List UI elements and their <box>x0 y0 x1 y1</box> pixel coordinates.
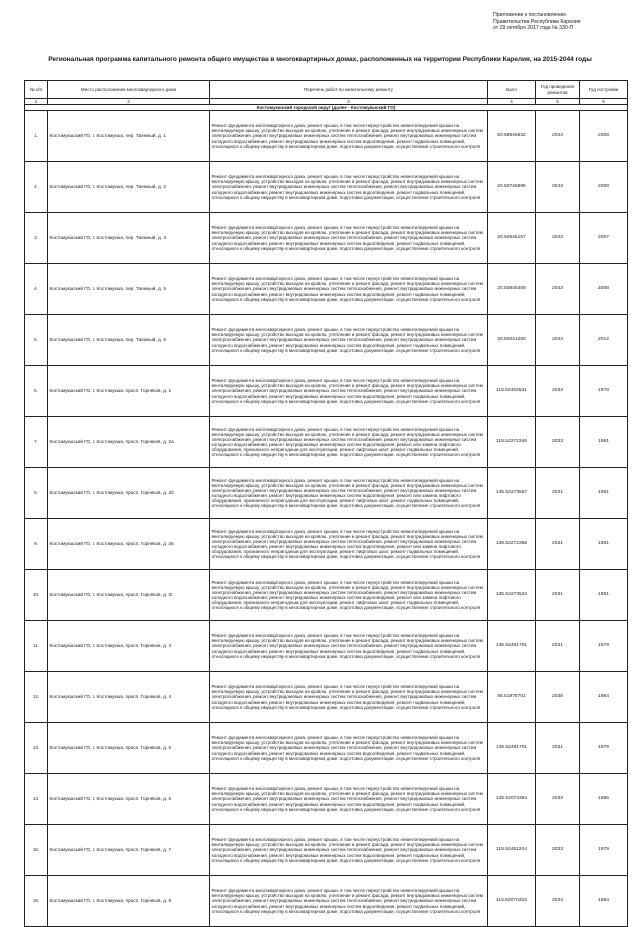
row-built-year: 1981 <box>580 468 628 519</box>
table-row <box>25 111 628 162</box>
table-row <box>25 774 628 825</box>
row-number: 2. <box>25 162 48 213</box>
column-number: 4 <box>488 99 536 105</box>
row-repair-year: 2033 <box>536 825 580 876</box>
row-repair-year: 2038 <box>536 672 580 723</box>
row-built-year: 1986 <box>580 774 628 825</box>
row-built-year: 1984 <box>580 672 628 723</box>
row-score: 115.52481204 <box>488 825 536 876</box>
row-number: 14. <box>25 774 48 825</box>
attachment-line-3: от 29 октября 2017 года № 330-П <box>493 25 574 32</box>
row-number: 16. <box>25 876 48 927</box>
row-score: 20.50546157 <box>488 213 536 264</box>
row-built-year: 2008 <box>580 111 628 162</box>
row-address: Костомукшский ГО, г. Костомукша, просп. Горняков, д. 8 <box>48 876 210 927</box>
row-number: 15. <box>25 825 48 876</box>
row-address: Костомукшский ГО, г. Костомукша, просп. Горняков, д. 3 <box>48 621 210 672</box>
document-title: Региональная программа капитального ремонта общего имущества в многоквартирных домах, расположенных на территории Республики Карелия, на 2015-2044 годы <box>48 56 592 63</box>
row-built-year: 1979 <box>580 723 628 774</box>
row-address: Костомукшский ГО, г. Костомукша, пер. Таежный, д. 3 <box>48 213 210 264</box>
header-score: Балл <box>488 81 536 99</box>
row-built-year: 1979 <box>580 825 628 876</box>
table-row <box>25 570 628 621</box>
row-works: Ремонт фундамента многоквартирного дома, ремонт крыши, в том числе переустройство невентилируемой крыши на вентилируемую крышу, устройство выходов на кровлю, утепление и ремонт фасада, ремонт внутридомовых инженерных систем электроснабжения, ремонт внутридомовых инженерных систем теплоснабжения, ремонт внутридомовых инженерных систем холодного водоснабжения, ремонт внутридомовых инженерных систем водоотведения, ремонт подвальных помещений, относящихся к общему имуществу в многоквартирном доме, подготовка документации, осуществление строительного контроля <box>210 672 488 723</box>
row-repair-year: 2043 <box>536 111 580 162</box>
row-number: 6. <box>25 366 48 417</box>
table-row <box>25 213 628 264</box>
row-address: Костомукшский ГО, г. Костомукша, просп. Горняков, д. 7 <box>48 825 210 876</box>
row-built-year: 2007 <box>580 213 628 264</box>
header-works: Перечень работ по капитальному ремонту <box>210 81 488 99</box>
header-address: Место расположения многоквартирного дома <box>48 81 210 99</box>
row-works: Ремонт фундамента многоквартирного дома, ремонт крыши, в том числе переустройство невентилируемой крыши на вентилируемую крышу, устройство выходов на кровлю, утепление и ремонт фасада, ремонт внутридомовых инженерных систем электроснабжения, ремонт внутридомовых инженерных систем теплоснабжения, ремонт внутридомовых инженерных систем холодного водоснабжения, ремонт внутридомовых инженерных систем водоотведения, ремонт подвальных помещений, относящихся к общему имуществу в многоквартирном доме, подготовка документации, осуществление строительного контроля <box>210 723 488 774</box>
row-number: 11. <box>25 621 48 672</box>
header-number: № п/п <box>25 81 48 99</box>
column-number: 6 <box>580 99 628 105</box>
row-number: 13. <box>25 723 48 774</box>
row-score: 125.52074364 <box>488 774 536 825</box>
column-number: 5 <box>536 99 580 105</box>
row-works: Ремонт фундамента многоквартирного дома, ремонт крыши, в том числе переустройство невентилируемой крыши на вентилируемую крышу, устройство выходов на кровлю, утепление и ремонт фасада, ремонт внутридомовых инженерных систем электроснабжения, ремонт внутридомовых инженерных систем теплоснабжения, ремонт внутридомовых инженерных систем холодного водоснабжения, ремонт внутридомовых инженерных систем водоотведения, ремонт подвальных помещений, относящихся к общему имуществу в многоквартирном доме, подготовка документации, осуществление строительного контроля <box>210 162 488 213</box>
row-works: Ремонт фундамента многоквартирного дома, ремонт крыши, в том числе переустройство невентилируемой крыши на вентилируемую крышу, устройство выходов на кровлю, утепление и ремонт фасада, ремонт внутридомовых инженерных систем электроснабжения, ремонт внутридомовых инженерных систем теплоснабжения, ремонт внутридомовых инженерных систем холодного водоснабжения, ремонт внутридомовых инженерных систем водоотведения, ремонт подвальных помещений, относящихся к общему имуществу в многоквартирном доме, подготовка документации, осуществление строительного контроля <box>210 315 488 366</box>
table-row <box>25 519 628 570</box>
row-address: Костомукшский ГО, г. Костомукша, просп. Горняков, д. 1 <box>48 366 210 417</box>
row-number: 8. <box>25 468 48 519</box>
table-row <box>25 468 628 519</box>
row-score: 20.50746695 <box>488 162 536 213</box>
row-repair-year: 2031 <box>536 570 580 621</box>
table-row <box>25 315 628 366</box>
row-works: Ремонт фундамента многоквартирного дома, ремонт крыши, в том числе переустройство невентилируемой крыши на вентилируемую крышу, устройство выходов на кровлю, утепление и ремонт фасада, ремонт внутридомовых инженерных систем электроснабжения, ремонт внутридомовых инженерных систем теплоснабжения, ремонт внутридомовых инженерных систем холодного водоснабжения, ремонт внутридомовых инженерных систем водоотведения, ремонт или замена лифтового оборудования, признанного непригодным для эксплуатации, ремонт лифтовых шахт, ремонт подвальных помещений, относящихся к общему имуществу в многоквартирном доме, подготовка документации, осуществление строительного контроля <box>210 570 488 621</box>
table-header-row <box>25 81 628 99</box>
row-repair-year: 2031 <box>536 723 580 774</box>
row-address: Костомукшский ГО, г. Костомукша, пер. Таежный, д. 2 <box>48 162 210 213</box>
attachment-note <box>493 12 633 32</box>
row-score: 115.52070323 <box>488 876 536 927</box>
row-works: Ремонт фундамента многоквартирного дома, ремонт крыши, в том числе переустройство невентилируемой крыши на вентилируемую крышу, устройство выходов на кровлю, утепление и ремонт фасада, ремонт внутридомовых инженерных систем электроснабжения, ремонт внутридомовых инженерных систем теплоснабжения, ремонт внутридомовых инженерных систем холодного водоснабжения, ремонт внутридомовых инженерных систем водоотведения, ремонт подвальных помещений, относящихся к общему имуществу в многоквартирном доме, подготовка документации, осуществление строительного контроля <box>210 876 488 927</box>
row-built-year: 1981 <box>580 570 628 621</box>
row-address: Костомукшский ГО, г. Костомукша, просп. Горняков, д. 2в <box>48 519 210 570</box>
row-number: 7. <box>25 417 48 468</box>
row-works: Ремонт фундамента многоквартирного дома, ремонт крыши, в том числе переустройство невентилируемой крыши на вентилируемую крышу, устройство выходов на кровлю, утепление и ремонт фасада, ремонт внутридомовых инженерных систем электроснабжения, ремонт внутридомовых инженерных систем теплоснабжения, ремонт внутридомовых инженерных систем холодного водоснабжения, ремонт внутридомовых инженерных систем водоотведения, ремонт подвальных помещений, относящихся к общему имуществу в многоквартирном доме, подготовка документации, осуществление строительного контроля <box>210 213 488 264</box>
row-repair-year: 2034 <box>536 876 580 927</box>
row-score: 135.52273557 <box>488 468 536 519</box>
row-repair-year: 2031 <box>536 468 580 519</box>
row-repair-year: 2033 <box>536 417 580 468</box>
row-score: 20.50041260 <box>488 315 536 366</box>
table-row <box>25 621 628 672</box>
table-row <box>25 672 628 723</box>
row-number: 12. <box>25 672 48 723</box>
row-address: Костомукшский ГО, г. Костомукша, пер. Таежный, д. 5 <box>48 264 210 315</box>
row-works: Ремонт фундамента многоквартирного дома, ремонт крыши, в том числе переустройство невентилируемой крыши на вентилируемую крышу, устройство выходов на кровлю, утепление и ремонт фасада, ремонт внутридомовых инженерных систем электроснабжения, ремонт внутридомовых инженерных систем теплоснабжения, ремонт внутридомовых инженерных систем холодного водоснабжения, ремонт внутридомовых инженерных систем водоотведения, ремонт подвальных помещений, относящихся к общему имуществу в многоквартирном доме, подготовка документации, осуществление строительного контроля <box>210 825 488 876</box>
row-number: 3. <box>25 213 48 264</box>
row-address: Костомукшский ГО, г. Костомукша, пер. Таежный, д. 1 <box>48 111 210 162</box>
header-repair-year: Год проведения ремонтов <box>536 81 580 99</box>
row-address: Костомукшский ГО, г. Костомукша, просп. Горняков, д. 2б <box>48 468 210 519</box>
program-table <box>24 80 628 927</box>
table-row <box>25 162 628 213</box>
row-works: Ремонт фундамента многоквартирного дома, ремонт крыши, в том числе переустройство невентилируемой крыши на вентилируемую крышу, устройство выходов на кровлю, утепление и ремонт фасада, ремонт внутридомовых инженерных систем электроснабжения, ремонт внутридомовых инженерных систем теплоснабжения, ремонт внутридомовых инженерных систем холодного водоснабжения, ремонт внутридомовых инженерных систем водоотведения, ремонт или замена лифтового оборудования, признанного непригодным для эксплуатации, ремонт лифтовых шахт, ремонт подвальных помещений, относящихся к общему имуществу в многоквартирном доме, подготовка документации, осуществление строительного контроля <box>210 417 488 468</box>
row-score: 20.50645405 <box>488 264 536 315</box>
row-number: 4. <box>25 264 48 315</box>
row-built-year: 1981 <box>580 519 628 570</box>
row-score: 50.58546632 <box>488 111 536 162</box>
row-score: 55.51976701 <box>488 672 536 723</box>
row-number: 5. <box>25 315 48 366</box>
row-score: 115.52452531 <box>488 366 536 417</box>
row-built-year: 2008 <box>580 264 628 315</box>
row-built-year: 1984 <box>580 876 628 927</box>
row-number: 10. <box>25 570 48 621</box>
table-row <box>25 876 628 927</box>
column-number: 3 <box>210 99 488 105</box>
row-repair-year: 2043 <box>536 264 580 315</box>
row-number: 1. <box>25 111 48 162</box>
table-row <box>25 264 628 315</box>
row-works: Ремонт фундамента многоквартирного дома, ремонт крыши, в том числе переустройство невентилируемой крыши на вентилируемую крышу, устройство выходов на кровлю, утепление и ремонт фасада, ремонт внутридомовых инженерных систем электроснабжения, ремонт внутридомовых инженерных систем теплоснабжения, ремонт внутридомовых инженерных систем холодного водоснабжения, ремонт внутридомовых инженерных систем водоотведения, ремонт подвальных помещений, относящихся к общему имуществу в многоквартирном доме, подготовка документации, осуществление строительного контроля <box>210 621 488 672</box>
row-works: Ремонт фундамента многоквартирного дома, ремонт крыши, в том числе переустройство невентилируемой крыши на вентилируемую крышу, устройство выходов на кровлю, утепление и ремонт фасада, ремонт внутридомовых инженерных систем электроснабжения, ремонт внутридомовых инженерных систем теплоснабжения, ремонт внутридомовых инженерных систем холодного водоснабжения, ремонт внутридомовых инженерных систем водоотведения, ремонт подвальных помещений, относящихся к общему имуществу в многоквартирном доме, подготовка документации, осуществление строительного контроля <box>210 774 488 825</box>
row-address: Костомукшский ГО, г. Костомукша, просп. Горняков, д. 2г <box>48 570 210 621</box>
row-number: 9. <box>25 519 48 570</box>
header-built-year: Год постройки <box>580 81 628 99</box>
table-row <box>25 825 628 876</box>
table-row <box>25 366 628 417</box>
row-works: Ремонт фундамента многоквартирного дома, ремонт крыши, в том числе переустройство невентилируемой крыши на вентилируемую крышу, устройство выходов на кровлю, утепление и ремонт фасада, ремонт внутридомовых инженерных систем электроснабжения, ремонт внутридомовых инженерных систем теплоснабжения, ремонт внутридомовых инженерных систем холодного водоснабжения, ремонт внутридомовых инженерных систем водоотведения, ремонт подвальных помещений, относящихся к общему имуществу в многоквартирном доме, подготовка документации, осуществление строительного контроля <box>210 366 488 417</box>
row-score: 135.52481701 <box>488 723 536 774</box>
row-repair-year: 2031 <box>536 621 580 672</box>
row-built-year: 1978 <box>580 366 628 417</box>
row-built-year: 2008 <box>580 162 628 213</box>
row-built-year: 1981 <box>580 417 628 468</box>
row-score: 135.52481701 <box>488 621 536 672</box>
row-repair-year: 2043 <box>536 315 580 366</box>
table-row <box>25 723 628 774</box>
row-address: Костомукшский ГО, г. Костомукша, просп. Горняков, д. 4 <box>48 672 210 723</box>
row-works: Ремонт фундамента многоквартирного дома, ремонт крыши, в том числе переустройство невентилируемой крыши на вентилируемую крышу, устройство выходов на кровлю, утепление и ремонт фасада, ремонт внутридомовых инженерных систем электроснабжения, ремонт внутридомовых инженерных систем теплоснабжения, ремонт внутридомовых инженерных систем холодного водоснабжения, ремонт внутридомовых инженерных систем водоотведения, ремонт подвальных помещений, относящихся к общему имуществу в многоквартирном доме, подготовка документации, осуществление строительного контроля <box>210 111 488 162</box>
row-score: 135.52272356 <box>488 519 536 570</box>
row-repair-year: 2031 <box>536 519 580 570</box>
row-score: 115.52272346 <box>488 417 536 468</box>
row-built-year: 2012 <box>580 315 628 366</box>
row-works: Ремонт фундамента многоквартирного дома, ремонт крыши, в том числе переустройство невентилируемой крыши на вентилируемую крышу, устройство выходов на кровлю, утепление и ремонт фасада, ремонт внутридомовых инженерных систем электроснабжения, ремонт внутридомовых инженерных систем теплоснабжения, ремонт внутридомовых инженерных систем холодного водоснабжения, ремонт внутридомовых инженерных систем водоотведения, ремонт или замена лифтового оборудования, признанного непригодным для эксплуатации, ремонт лифтовых шахт, ремонт подвальных помещений, относящихся к общему имуществу в многоквартирном доме, подготовка документации, осуществление строительного контроля <box>210 468 488 519</box>
column-number: 2 <box>48 99 210 105</box>
row-works: Ремонт фундамента многоквартирного дома, ремонт крыши, в том числе переустройство невентилируемой крыши на вентилируемую крышу, устройство выходов на кровлю, утепление и ремонт фасада, ремонт внутридомовых инженерных систем электроснабжения, ремонт внутридомовых инженерных систем теплоснабжения, ремонт внутридомовых инженерных систем холодного водоснабжения, ремонт внутридомовых инженерных систем водоотведения, ремонт подвальных помещений, относящихся к общему имуществу в многоквартирном доме, подготовка документации, осуществление строительного контроля <box>210 264 488 315</box>
row-works: Ремонт фундамента многоквартирного дома, ремонт крыши, в том числе переустройство невентилируемой крыши на вентилируемую крышу, устройство выходов на кровлю, утепление и ремонт фасада, ремонт внутридомовых инженерных систем электроснабжения, ремонт внутридомовых инженерных систем теплоснабжения, ремонт внутридомовых инженерных систем холодного водоснабжения, ремонт внутридомовых инженерных систем водоотведения, ремонт или замена лифтового оборудования, признанного непригодным для эксплуатации, ремонт лифтовых шахт, ремонт подвальных помещений, относящихся к общему имуществу в многоквартирном доме, подготовка документации, осуществление строительного контроля <box>210 519 488 570</box>
row-repair-year: 2033 <box>536 366 580 417</box>
group-title: Костомукшский городской округ (далее - Костомукшский ГО) <box>25 105 628 111</box>
row-repair-year: 2043 <box>536 162 580 213</box>
attachment-line-2: Правительства Республики Карелия <box>493 18 581 25</box>
row-built-year: 1979 <box>580 621 628 672</box>
column-number: 1 <box>25 99 48 105</box>
row-repair-year: 2032 <box>536 774 580 825</box>
row-repair-year: 2043 <box>536 213 580 264</box>
row-address: Костомукшский ГО, г. Костомукша, просп. Горняков, д. 5 <box>48 723 210 774</box>
table-row <box>25 417 628 468</box>
row-address: Костомукшский ГО, г. Костомукша, просп. Горняков, д. 2а <box>48 417 210 468</box>
attachment-line-1: Приложение к постановлению <box>493 12 567 18</box>
row-address: Костомукшский ГО, г. Костомукша, просп. Горняков, д. 6 <box>48 774 210 825</box>
row-score: 135.52273534 <box>488 570 536 621</box>
row-address: Костомукшский ГО, г. Костомукша, пер. Таежный, д. 6 <box>48 315 210 366</box>
